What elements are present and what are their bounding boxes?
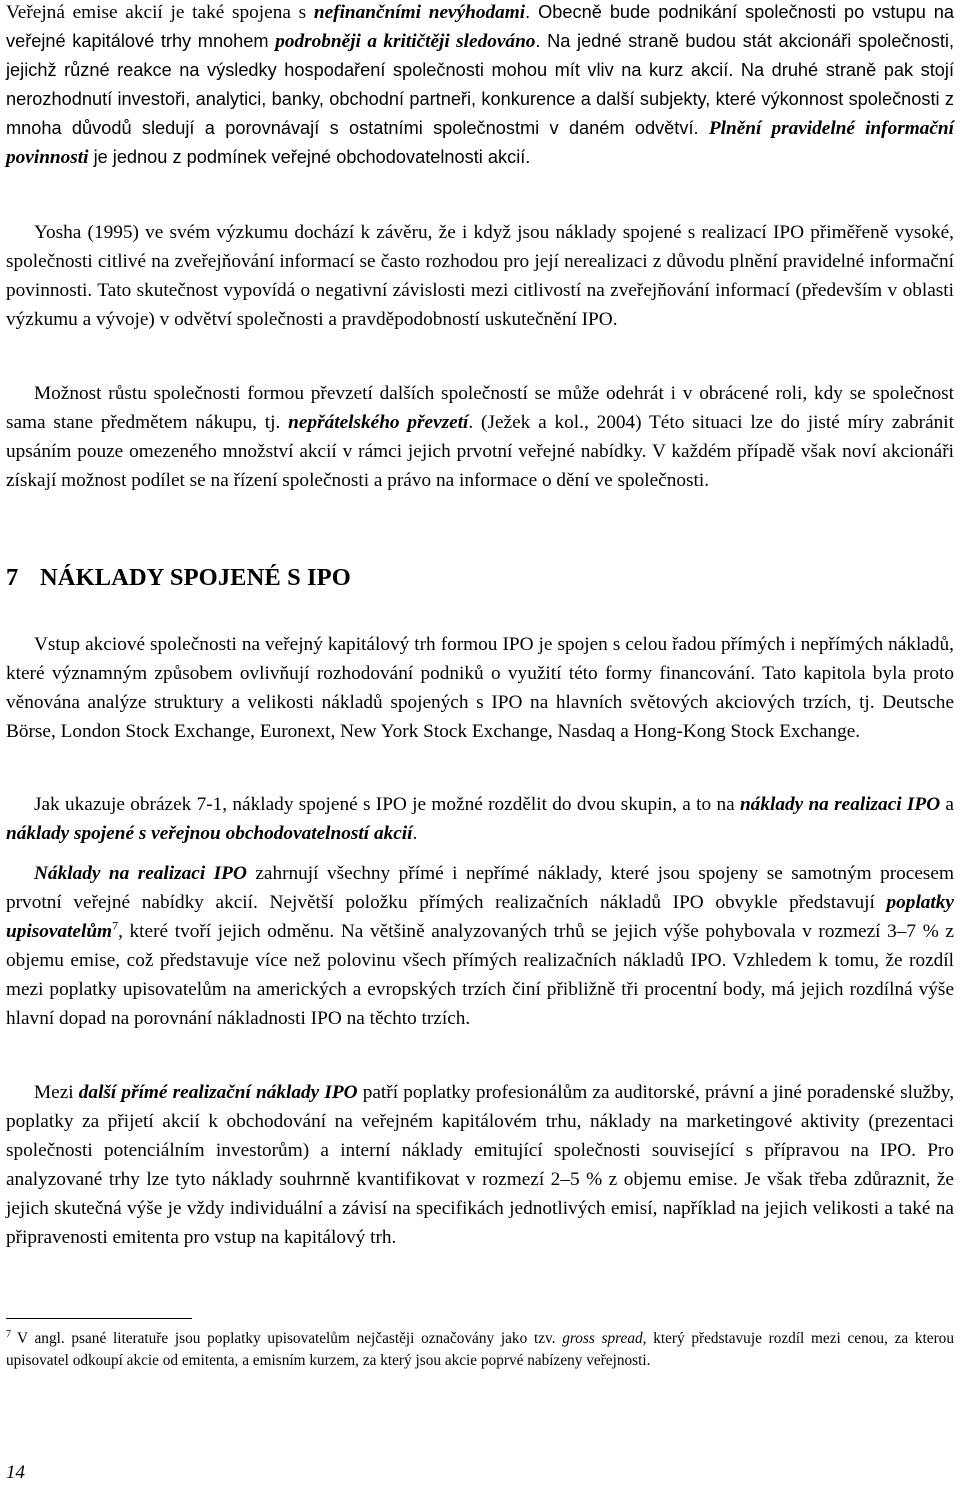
text-run: Vstup akciové společnosti na veřejný kapitálový trh formou IPO je spojen s celou řadou přímých i nepřímých nákladů, které významným způsobem ovlivňují rozhodování podniků o využití této formy financování. Tato kapitola byla proto věnována analýze struktury a velikosti nákladů spojených s IPO na hlavních světových akciových trzích, tj. Deutsche Börse, London Stock Exchange, Euronext, New York Stock Exchange, Nasdaq a Hong-Kong Stock Exchange. xyxy=(6,634,954,743)
text-run: patří poplatky profesionálům za auditorské, právní a jiné poradenské služby, poplatky za přijetí akcií k obchodování na veřejném kapitálovém trhu, náklady na marketingové aktivity (prezentaci společnosti potenciálním investorům) a interní náklady emitující společnosti související s přípravou na IPO. Pro analyzované trhy lze tyto náklady souhrnně kvantifikovat v rozmezí 2–5 % z objemu emise. Je však třeba zdůraznit, že jejich skutečná výše je vždy individuální a závisí na specifikách jednotlivých emisí, například na jejich velikosti a také na připravenosti emitenta pro vstup na kapitálový trh. xyxy=(6,1082,955,1249)
footnote-reference[interactable]: 7 xyxy=(112,918,119,933)
page-number: 14 xyxy=(6,1462,25,1483)
paragraph-other-direct-costs xyxy=(6,1078,954,1253)
text-run: a xyxy=(940,794,954,815)
text-run: . Obecně bude podnikání společnosti po vstupu na veřejné kapitálové trhy mnohem xyxy=(6,2,955,52)
section-title: NÁKLADY SPOJENÉ S IPO xyxy=(40,564,351,591)
text-run: zahrnují všechny přímé i nepřímé náklady, které jsou spojeny se samotným procesem prvotní veřejné nabídky akcií. Největší položku přímých realizačních nákladů IPO obvykle představují xyxy=(6,863,954,914)
text-run: , které tvoří jejich odměnu. Na většině analyzovaných trhů se jejich výše pohybovala v rozmezí 3–7 % z objemu emise, což představuje více než polovinu všech přímých realizačních nákladů IPO. Vzhledem k tomu, že rozdíl mezi poplatky upisovatelům na amerických a evropských trzích činí přibližně tři procentní body, má jejich rozdílná výše hlavní dopad na porovnání nákladnosti IPO na těchto trzích. xyxy=(6,921,954,1030)
paragraph-intro-costs xyxy=(6,630,954,746)
text-run: Yosha (1995) ve svém výzkumu dochází k závěru, že i když jsou náklady spojené s realizací IPO přiměřeně vysoké, společnosti citlivé na zveřejňování informací se často rozhodou pro její nerealizaci z důvodu plnění pravidelné informační povinnosti. Tato skutečnost vypovídá o negativní závislosti mezi citlivostí na zveřejňování informací (především v oblasti výzkumu a vývoje) v odvětví společnosti a pravděpodobností uskutečnění IPO. xyxy=(6,222,954,331)
text-run: . Na jedné straně budou stát akcionáři společnosti, jejichž různé reakce na výsledky hospodaření společnosti mohou mít vliv na kurz akcií. Na druhé straně pak stojí nerozhodnutí investoři, analytici, banky, obchodní partneři, konkurence a další subjekty, které výkonnost společnosti z mnoha důvodů sledují a porovnávají s ostatními společnostmi v daném odvětví. xyxy=(6,31,954,139)
paragraph-realization-costs xyxy=(6,859,954,1034)
paragraph-nonfinancial-disadvantages xyxy=(6,0,954,173)
emphasis-text: podrobněji a kritičtěji sledováno xyxy=(275,31,536,53)
footnote-divider xyxy=(6,1318,192,1319)
section-number: 7 xyxy=(6,564,19,591)
emphasis-text: poplatky upisovatelům xyxy=(6,892,954,943)
text-run: je jednou z podmínek veřejné obchodovatelnosti akcií. xyxy=(88,147,531,168)
paragraph-two-groups xyxy=(6,790,954,848)
text-run: Možnost růstu společnosti formou převzetí dalších společností se může odehrát i v obrácené roli, kdy se společnost sama stane předmětem nákupu, tj. xyxy=(6,383,954,434)
emphasis-text: nepřátelského převzetí xyxy=(288,412,469,434)
text-run: . xyxy=(412,823,418,845)
emphasis-text: Plnění pravidelné informační povinnosti xyxy=(6,118,954,169)
footnote xyxy=(6,1328,954,1373)
emphasis-text: nefinančními nevýhodami xyxy=(313,2,526,23)
text-run: , který představuje rozdíl mezi cenou, za kterou upisovatel odkoupí akcie od emitenta, a emisním kurzem, za který jsou akcie poprvé nabízeny veřejnosti. xyxy=(6,1330,954,1370)
emphasis-text: další přímé realizační náklady IPO xyxy=(78,1082,358,1103)
emphasis-text: gross spread xyxy=(562,1330,643,1347)
text-run: . (Ježek a kol., 2004) Této situaci lze do jisté míry zabránit upsáním pouze omezeného množství akcií v rámci jejich prvotní veřejné nabídky. V každém případě však noví akcionáři získají možnost podílet se na řízení společnosti a právo na informace o dění ve společnosti. xyxy=(6,412,954,492)
emphasis-text: náklady spojené s veřejnou obchodovatelností akcií xyxy=(6,823,413,845)
paragraph-hostile-takeover xyxy=(6,379,954,495)
emphasis-text: náklady na realizaci IPO xyxy=(739,794,941,815)
text-run: Jak ukazuje obrázek 7-1, náklady spojené s IPO je možné rozdělit do dvou skupin, a to na xyxy=(34,794,740,815)
paragraph-yosha xyxy=(6,218,954,334)
text-run: V angl. psané literatuře jsou poplatky upisovatelům nejčastěji označovány jako tzv. xyxy=(17,1330,563,1347)
emphasis-text: Náklady na realizaci IPO xyxy=(34,863,247,884)
section-heading xyxy=(6,563,351,593)
text-run: Veřejná emise akcií je také spojena s xyxy=(6,2,314,23)
text-run: Mezi xyxy=(34,1082,79,1103)
footnote-mark: 7 xyxy=(6,1328,11,1340)
